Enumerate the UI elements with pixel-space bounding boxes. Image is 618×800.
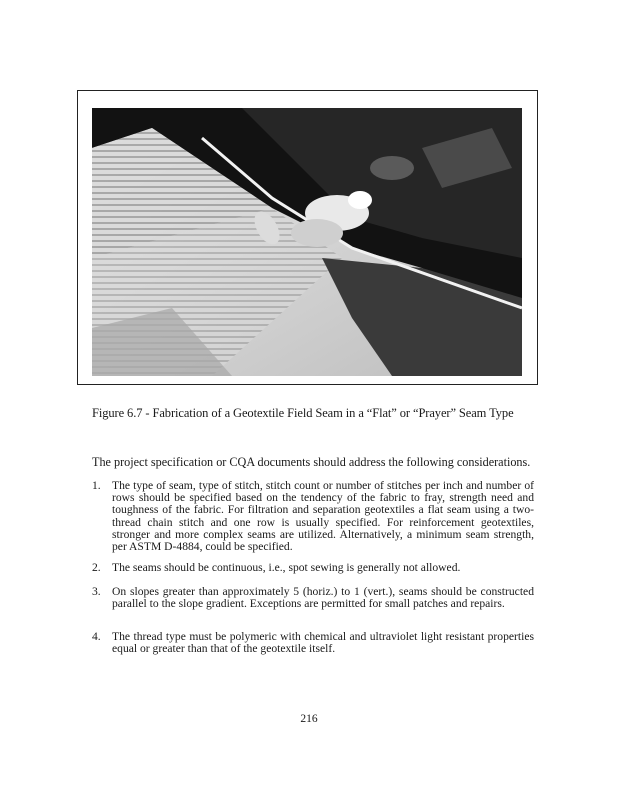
item-number: 1. [92, 479, 101, 492]
item-text: The thread type must be polymeric with chemical and ultraviolet light resistant properties equal or greater than that of the geotextile itself. [112, 630, 534, 656]
seam-photo-illustration [92, 108, 522, 376]
item-text: The seams should be continuous, i.e., spot sewing is generally not allowed. [112, 561, 461, 574]
intro-paragraph: The project specification or CQA documents should address the following considerations. [92, 455, 531, 469]
seam-photo [92, 108, 522, 376]
figure-caption: Figure 6.7 - Fabrication of a Geotextile Field Seam in a “Flat” or “Prayer” Seam Type [92, 406, 514, 420]
list-item [92, 631, 534, 661]
figure-frame [77, 90, 538, 385]
item-number: 3. [92, 585, 101, 598]
page-number: 216 [300, 713, 318, 725]
item-text: The type of seam, type of stitch, stitch count or number of stitches per inch and number of rows should be specified based on the tendency of the fabric to fray, strength need and toughness of the fabric. For filtration and separation geotextiles a flat seam using a two-thread chain stitch and one row is usually specified. For reinforcement geotextiles, stronger and more complex seams are utilized. Alternatively, a minimum seam strength, per ASTM D-4884, could be specified. [112, 479, 534, 554]
list-item [92, 480, 534, 562]
list-item [92, 586, 534, 631]
list-item [92, 562, 534, 586]
item-number: 4. [92, 630, 101, 643]
considerations-list [92, 480, 534, 661]
item-number: 2. [92, 561, 101, 574]
item-text: On slopes greater than approximately 5 (horiz.) to 1 (vert.), seams should be constructed parallel to the slope gradient. Exceptions are permitted for small patches and repairs. [112, 585, 534, 611]
